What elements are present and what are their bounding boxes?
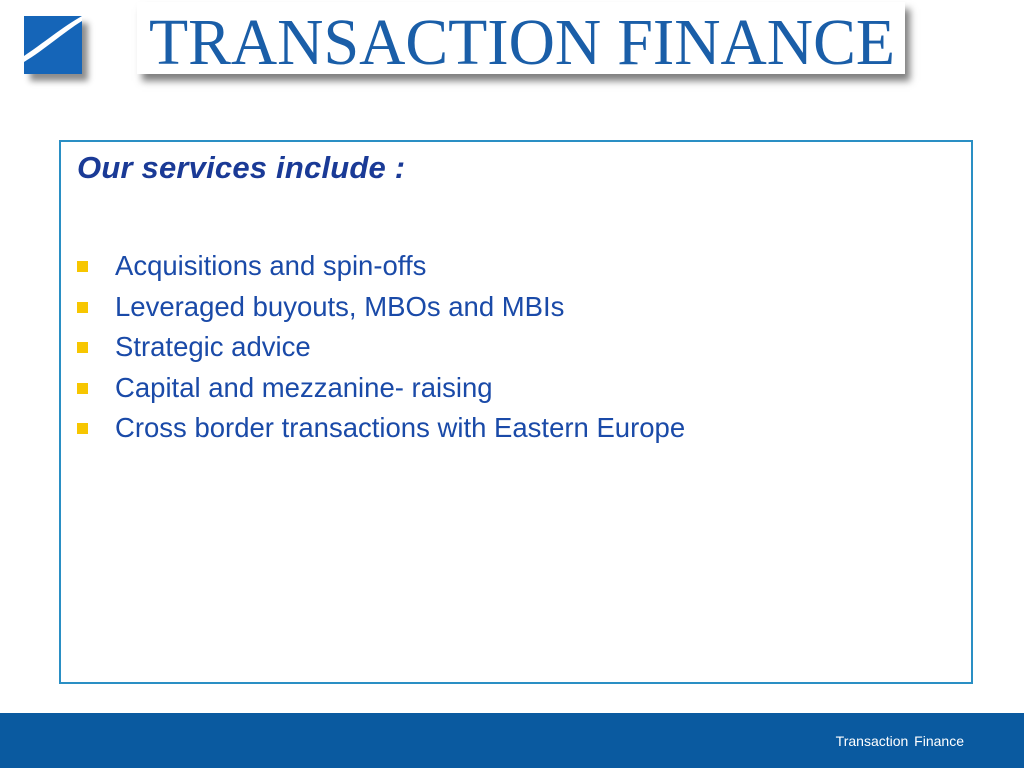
slide-heading: Our services include : — [77, 150, 406, 185]
brand-logo — [137, 2, 905, 74]
content-panel — [59, 140, 973, 684]
square-bullet-icon — [77, 342, 88, 353]
list-item-text: Leveraged buyouts, MBOs and MBIs — [115, 290, 565, 322]
footer-label: Transaction Finance — [835, 733, 964, 749]
list-item — [77, 246, 685, 287]
logo-mark-icon — [24, 16, 82, 74]
list-item-text: Capital and mezzanine- raising — [115, 371, 493, 403]
square-bullet-icon — [77, 302, 88, 313]
list-item — [77, 408, 685, 449]
square-bullet-icon — [77, 423, 88, 434]
square-bullet-icon — [77, 261, 88, 272]
list-item-text: Strategic advice — [115, 331, 311, 362]
list-item-text: Cross border transactions with Eastern Europe — [115, 412, 686, 443]
square-bullet-icon — [77, 383, 88, 394]
services-list — [77, 246, 685, 449]
list-item-text: Acquisitions and spin-offs — [115, 250, 427, 281]
list-item — [77, 368, 685, 409]
list-item — [77, 327, 685, 368]
brand-title: TRANSACTION FINANCE — [149, 6, 895, 74]
footer-bar — [0, 713, 1024, 768]
diagonal-split-square-icon — [24, 16, 82, 74]
list-item — [77, 287, 685, 328]
